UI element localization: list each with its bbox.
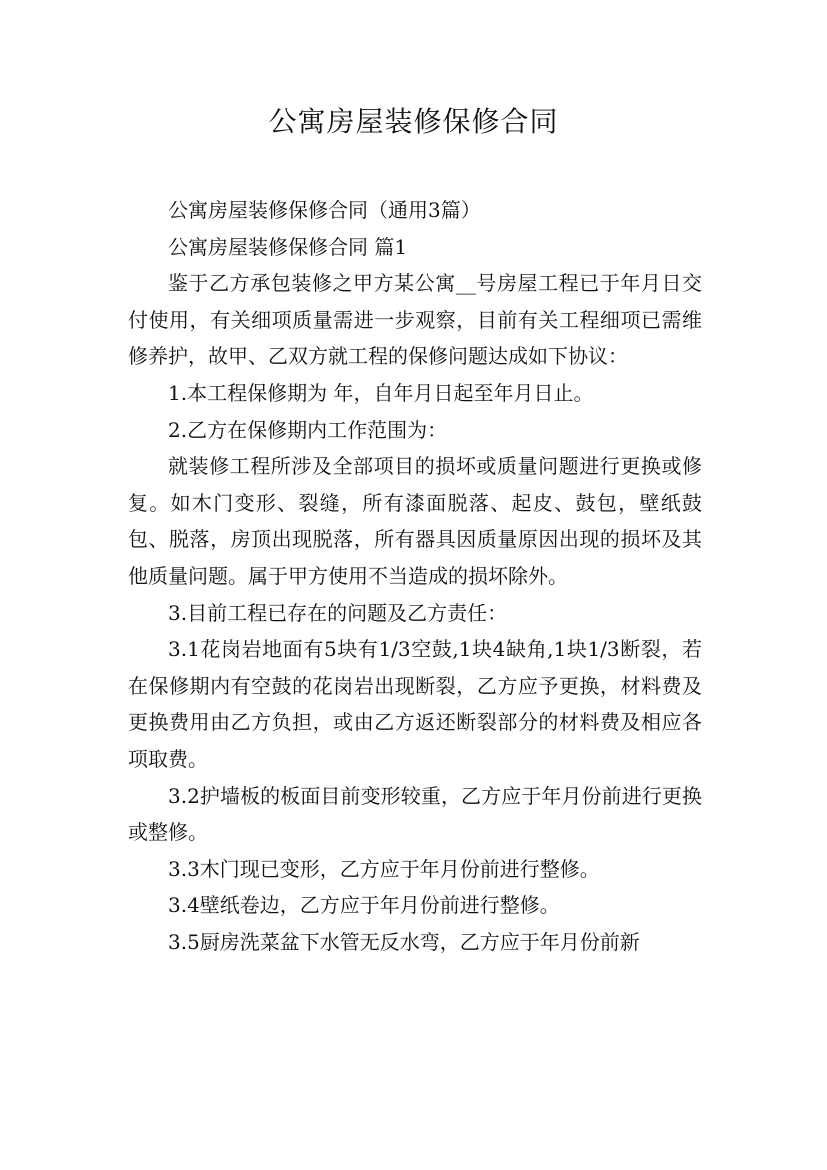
document-title: 公寓房屋装修保修合同 — [268, 105, 559, 138]
paragraph-clause-3-4: 3.4壁纸卷边，乙方应于年月份前进行整修。 — [168, 893, 560, 918]
paragraph-section-heading: 公寓房屋装修保修合同 篇1 — [168, 234, 408, 259]
paragraph-clause-3-2: 3.2护墙板的板面目前变形较重，乙方应于年月份前进行更换或整修。 — [128, 783, 702, 845]
paragraph-clause-3: 3.目前工程已存在的问题及乙方责任： — [168, 600, 508, 625]
document-body — [128, 192, 702, 960]
paragraph-clause-1: 1.本工程保修期为 年，自年月日起至年月日止。 — [168, 380, 594, 405]
paragraph-subtitle: 公寓房屋装修保修合同（通用3篇） — [168, 198, 481, 222]
paragraph-clause-3-1: 3.1花岗岩地面有5块有1/3空鼓,1块4缺角,1块1/3断裂，若在保修期内有空鼓的花岗岩出现断裂，乙方应予更换，材料费及更换费用由乙方负担，或由乙方返还断裂部分的材料费及相应各项取费。 — [128, 637, 702, 771]
paragraph-clause-2-detail: 就装修工程所涉及全部项目的损坏或质量问题进行更换或修复。如木门变形、裂缝，所有漆面脱落、起皮、鼓包，壁纸鼓包、脱落，房顶出现脱落，所有器具因质量原因出现的损坏及其他质量问题。属于甲方使用不当造成的损坏除外。 — [128, 454, 702, 588]
paragraph-clause-3-5: 3.5厨房洗菜盆下水管无反水弯，乙方应于年月份前新 — [168, 929, 640, 954]
paragraph-clause-3-3: 3.3木门现已变形，乙方应于年月份前进行整修。 — [168, 856, 600, 881]
paragraph-preamble: 鉴于乙方承包装修之甲方某公寓__号房屋工程已于年月日交付使用，有关细项质量需进一步观察，目前有关工程细项已需维修养护，故甲、乙双方就工程的保修问题达成如下协议： — [128, 271, 702, 369]
paragraph-clause-2: 2.乙方在保修期内工作范围为： — [168, 417, 448, 442]
